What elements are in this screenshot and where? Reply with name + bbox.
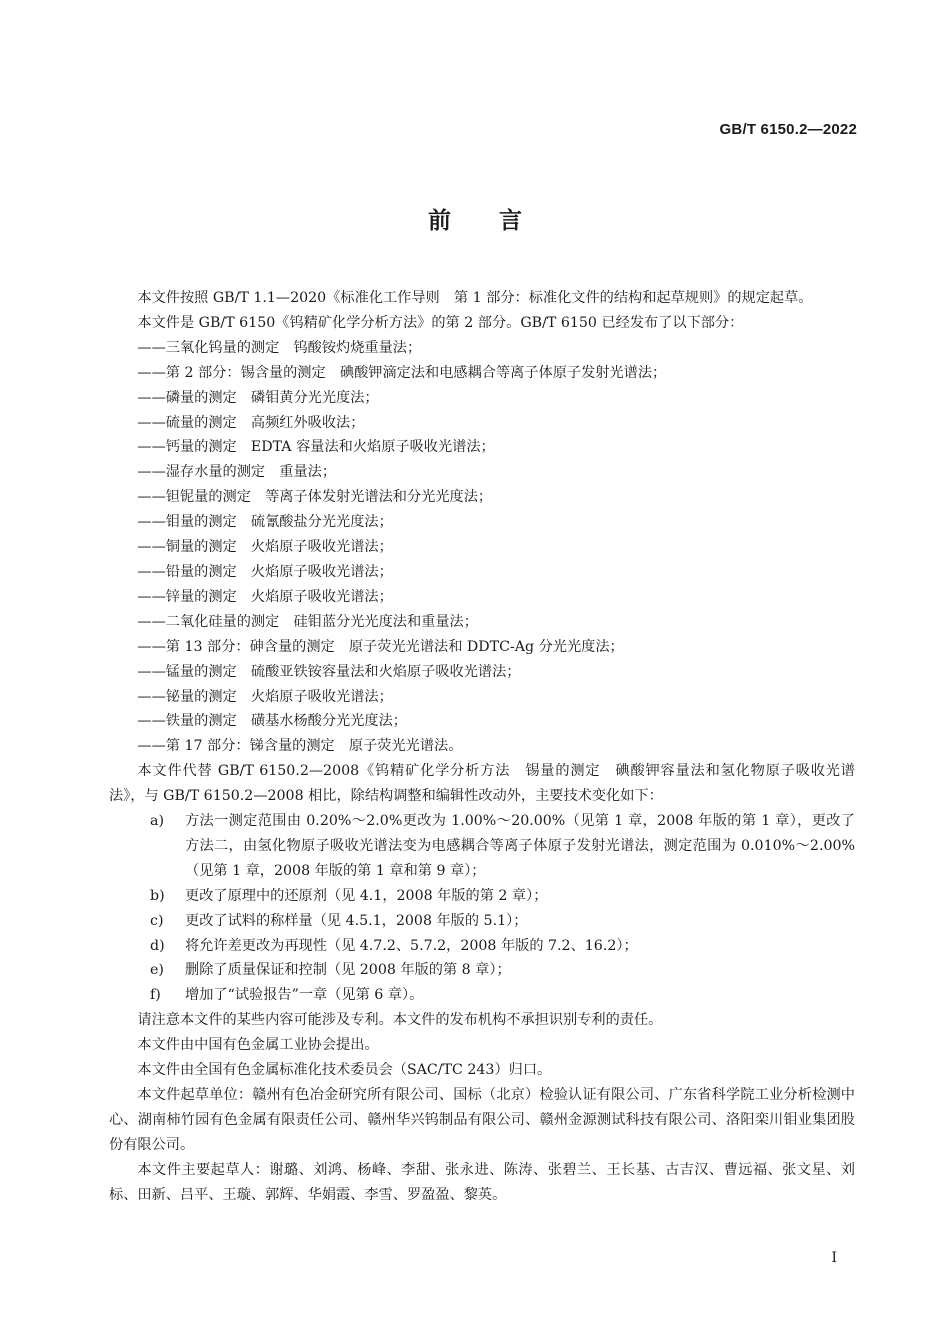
parts-list [109, 336, 855, 759]
paragraph-drafting-units: 本文件起草单位：赣州有色冶金研究所有限公司、国标（北京）检验认证有限公司、广东省科学院工业分析检测中心、湖南柿竹园有色金属有限责任公司、赣州华兴钨制品有限公司、赣州金源测试科技有限公司、洛阳栾川钼业集团股份有限公司。 [109, 1087, 855, 1153]
change-text: 将允许差更改为再现性（见 4.7.2、5.7.2，2008 年版的 7.2、16.2）； [185, 937, 638, 954]
list-item: ——磷量的测定 磷钼黄分光光度法； [137, 389, 379, 406]
standard-code: GB/T 6150.2—2022 [719, 121, 857, 138]
list-item: ——第 17 部分：锑含量的测定 原子荧光光谱法。 [137, 738, 463, 755]
page-number: I [831, 1250, 837, 1266]
list-item: ——第 13 部分：砷含量的测定 原子荧光光谱法和 DDTC-Ag 分光光度法； [137, 638, 624, 655]
list-item: ——铁量的测定 磺基水杨酸分光光度法； [137, 713, 407, 730]
change-text: 增加了“试验报告”一章（见第 6 章）。 [185, 987, 424, 1004]
list-item: ——锌量的测定 火焰原子吸收光谱法； [137, 588, 393, 605]
list-item: ——锰量的测定 硫酸亚铁铵容量法和火焰原子吸收光谱法； [137, 663, 521, 680]
change-text: 更改了试料的称样量（见 4.5.1，2008 年版的 5.1）； [185, 912, 528, 929]
paragraph-patent-notice: 请注意本文件的某些内容可能涉及专利。本文件的发布机构不承担识别专利的责任。 [137, 1012, 663, 1029]
paragraph-proposer: 本文件由中国有色金属工业协会提出。 [137, 1037, 379, 1054]
change-item [106, 909, 855, 934]
list-item: ——二氧化硅量的测定 硅钼蓝分光光度法和重量法； [137, 613, 478, 630]
paragraph-drafting-rules: 本文件按照 GB/T 1.1—2020《标准化工作导则 第 1 部分：标准化文件的结构和起草规则》的规定起草。 [137, 290, 813, 306]
change-item [106, 809, 855, 884]
changes-list [109, 809, 855, 1008]
list-item: ——三氧化钨量的测定 钨酸铵灼烧重量法； [137, 339, 422, 356]
change-label: c) [150, 912, 164, 929]
change-label: e) [150, 962, 164, 979]
list-item: ——铅量的测定 火焰原子吸收光谱法； [137, 563, 393, 580]
page-title: 前言 [428, 208, 570, 234]
list-item: ——钼量的测定 硫氰酸盐分光光度法； [137, 514, 393, 531]
change-item [106, 884, 855, 909]
change-label: a) [150, 813, 164, 830]
list-item: ——钙量的测定 EDTA 容量法和火焰原子吸收光谱法； [137, 439, 495, 456]
paragraph-series-intro: 本文件是 GB/T 6150《钨精矿化学分析方法》的第 2 部分。GB/T 6150 已经发布了以下部分： [137, 314, 744, 331]
paragraph-replacement: 本文件代替 GB/T 6150.2—2008《钨精矿化学分析方法 锡量的测定 碘酸钾容量法和氢化物原子吸收光谱法》，与 GB/T 6150.2—2008 相比，除结构调整和编辑性改动外，主要技术变化如下： [109, 763, 855, 805]
list-item: ——钽铌量的测定 等离子体发射光谱法和分光光度法； [137, 489, 493, 506]
document-body [109, 286, 855, 1208]
paragraph-committee: 本文件由全国有色金属标准化技术委员会（SAC/TC 243）归口。 [137, 1062, 552, 1079]
change-text: 方法一测定范围由 0.20%～2.0%更改为 1.00%～20.00%（见第 1 章，2008 年版的第 1 章），更改了方法二，由氢化物原子吸收光谱法变为电感耦合等离子体原子发射光谱法，测定范围为 0.010%～2.00%（见第 1 章，2008 年版的第 1 章和第 9 章）； [185, 813, 855, 879]
paragraph-drafters: 本文件主要起草人：谢璐、刘鸿、杨峰、李甜、张永进、陈涛、张碧兰、王长基、古吉汉、曹远福、张文星、刘标、田新、吕平、王璇、郭辉、华娟霞、李雪、罗盈盈、黎英。 [109, 1161, 855, 1203]
change-item [106, 934, 855, 959]
list-item: ——硫量的测定 高频红外吸收法； [137, 414, 365, 431]
list-item: ——铋量的测定 火焰原子吸收光谱法； [137, 688, 393, 705]
change-label: f) [150, 987, 161, 1004]
change-item [106, 983, 855, 1008]
list-item: ——铜量的测定 火焰原子吸收光谱法； [137, 539, 393, 556]
change-item [106, 958, 855, 983]
change-text: 更改了原理中的还原剂（见 4.1，2008 年版的第 2 章）； [185, 887, 548, 904]
list-item: ——湿存水量的测定 重量法； [137, 464, 337, 481]
list-item: ——第 2 部分：锡含量的测定 碘酸钾滴定法和电感耦合等离子体原子发射光谱法； [137, 364, 667, 381]
change-text: 删除了质量保证和控制（见 2008 年版的第 8 章）； [185, 962, 511, 979]
change-label: d) [150, 937, 165, 954]
change-label: b) [150, 887, 165, 904]
